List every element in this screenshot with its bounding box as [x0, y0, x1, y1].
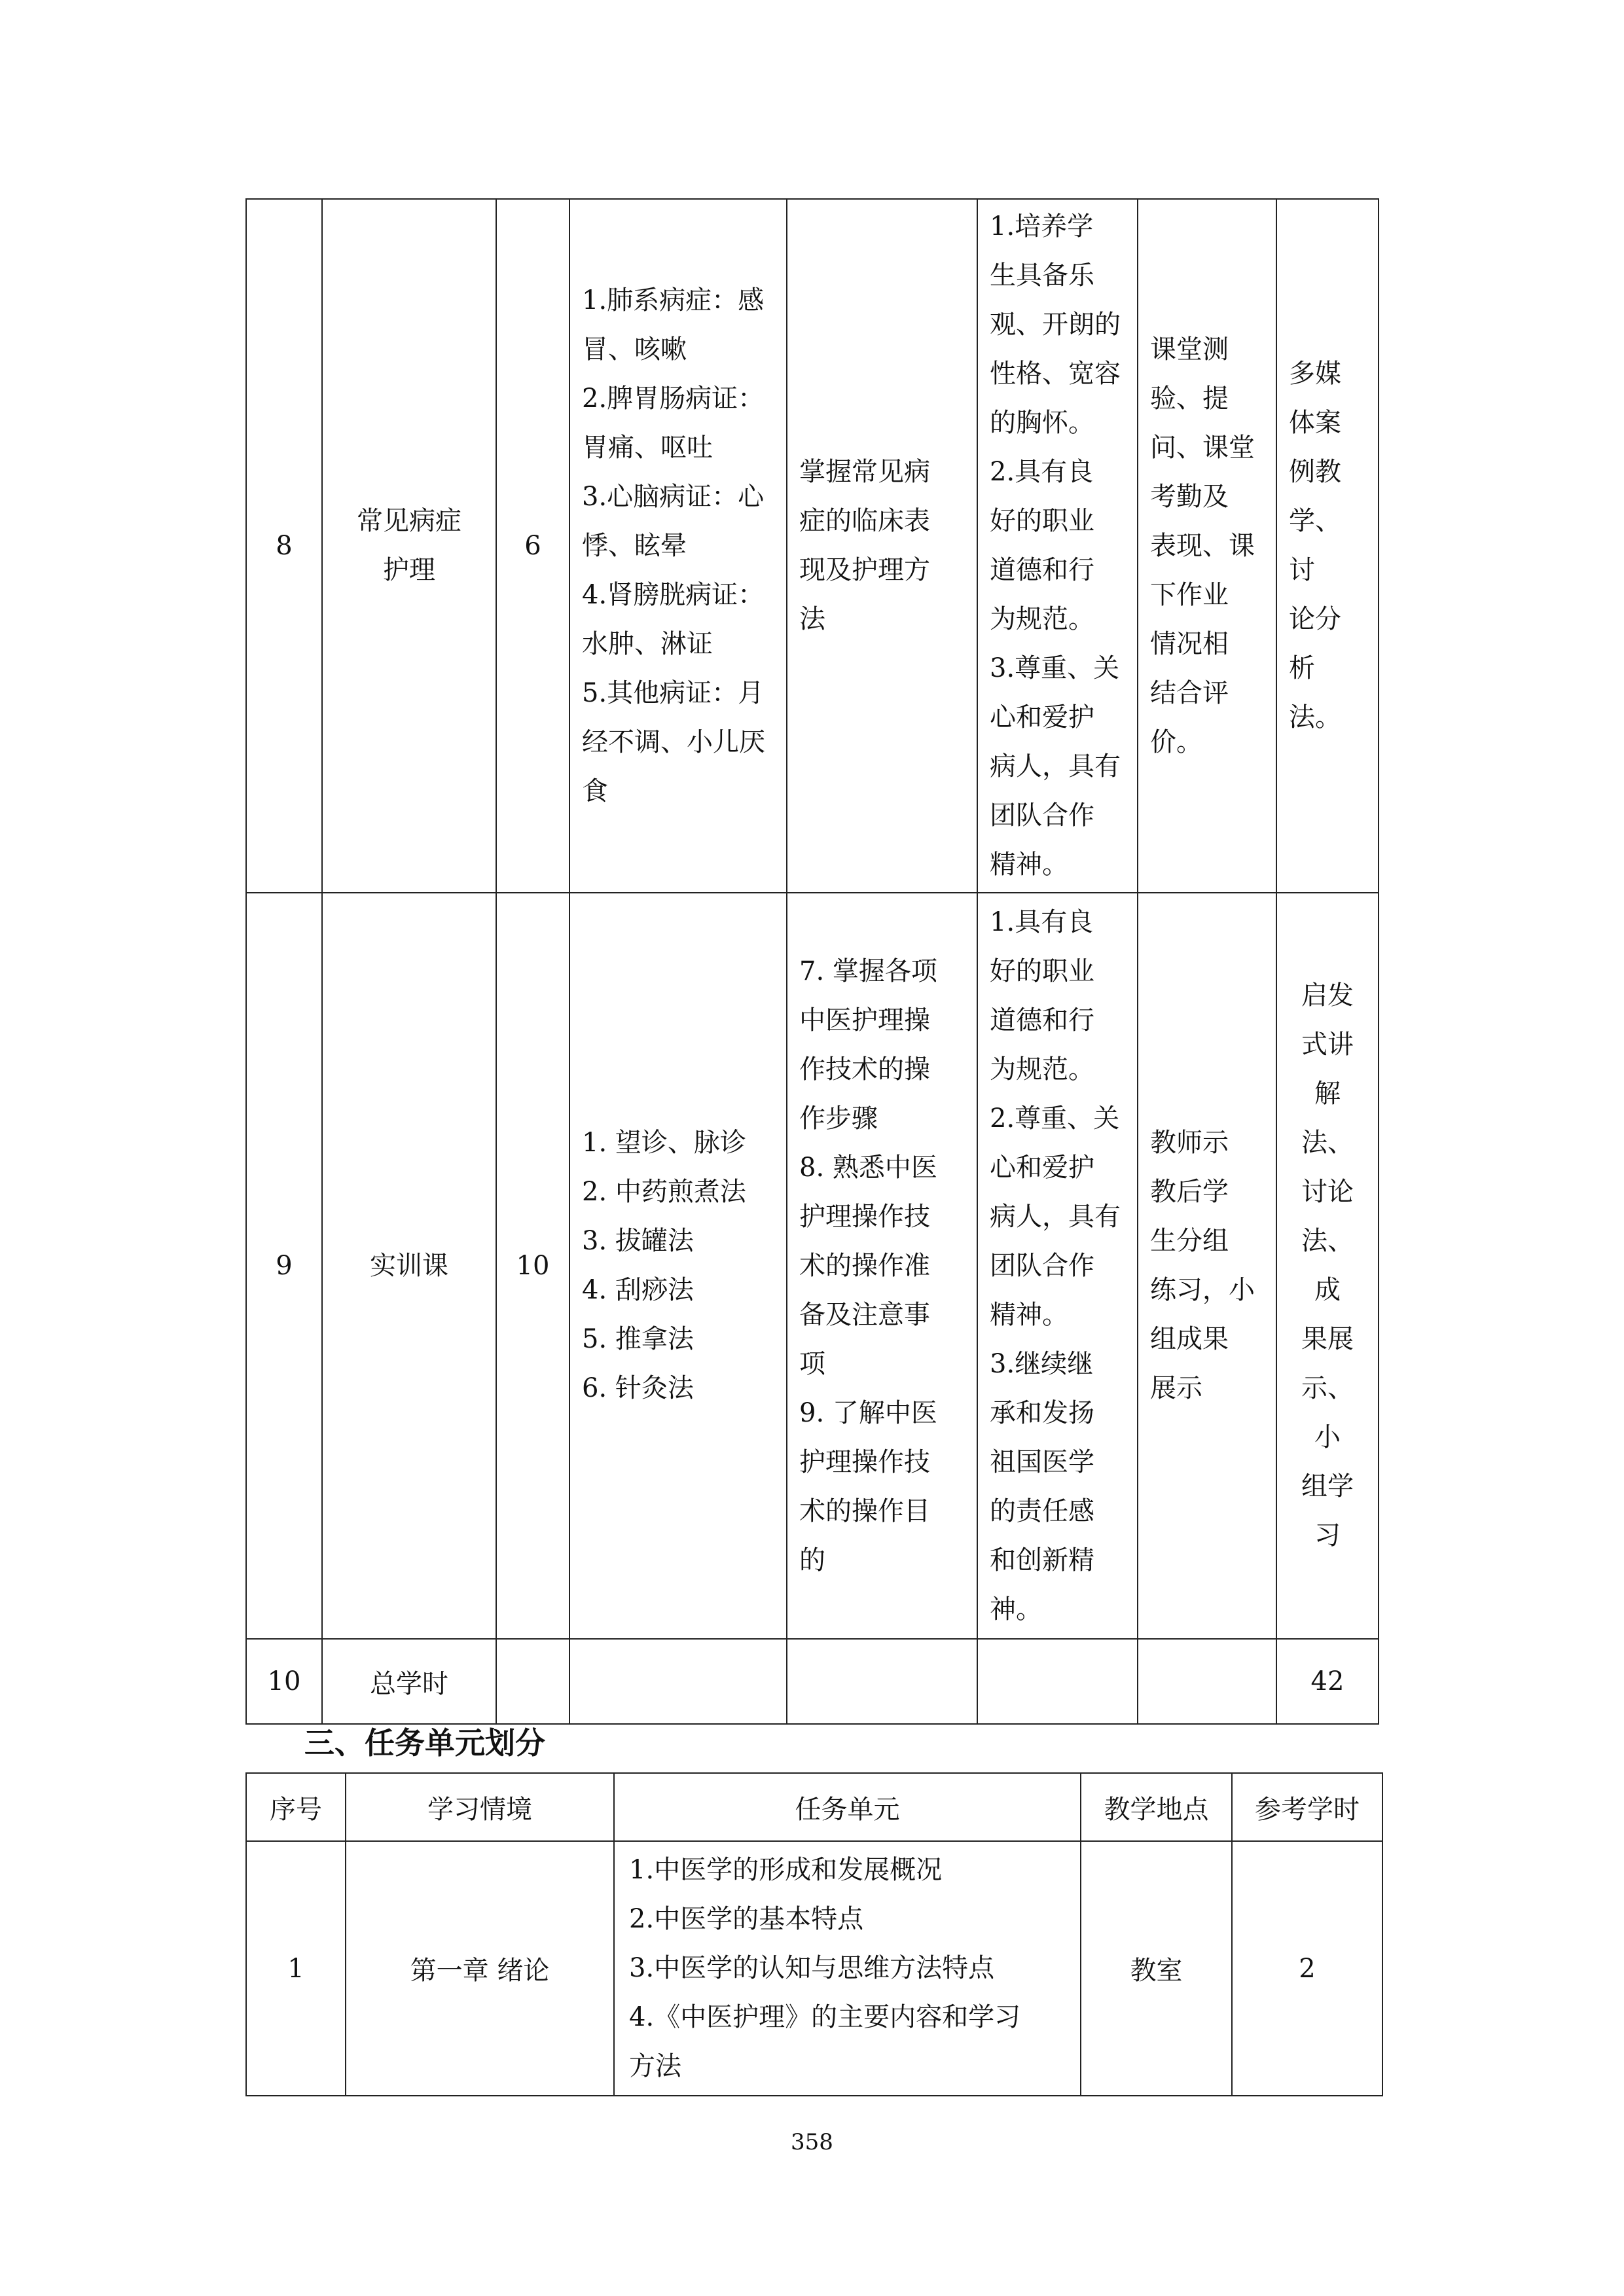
- total-label: 总学时: [322, 1639, 496, 1724]
- text-line: 病人，具有: [990, 1201, 1121, 1232]
- topic-line: 常见病症: [357, 506, 461, 536]
- text-line: 5.其他病证：月: [582, 677, 765, 708]
- text-line: 式讲: [1301, 1030, 1354, 1060]
- page-number: 358: [791, 2129, 833, 2155]
- text-line: 多媒: [1289, 359, 1341, 389]
- empty-cell: [787, 1639, 977, 1724]
- row-number: 8: [246, 199, 322, 893]
- quality-cell: [977, 893, 1138, 1639]
- text-line: 的胸怀。: [990, 408, 1094, 438]
- text-line: 团队合作: [990, 1250, 1094, 1281]
- method-cell: [1276, 893, 1379, 1639]
- header-hours: 参考学时: [1232, 1773, 1382, 1841]
- text-line: 项: [799, 1348, 825, 1379]
- text-line: 启发: [1301, 980, 1354, 1011]
- text-line: 食: [582, 776, 608, 806]
- text-line: 解法、: [1301, 1079, 1354, 1158]
- text-line: 教师示: [1150, 1128, 1229, 1158]
- text-line: 团队合作: [990, 800, 1094, 831]
- text-line: 体案: [1289, 408, 1341, 438]
- text-line: 道德和行: [990, 1005, 1094, 1035]
- text-line: 法、成: [1301, 1226, 1354, 1305]
- text-line: 示、小: [1301, 1373, 1354, 1452]
- topic-line: 实训课: [370, 1250, 448, 1281]
- text-line: 4.肾膀胱病证：: [582, 579, 765, 610]
- text-line: 3.继续继: [990, 1348, 1094, 1379]
- assessment-cell: [1138, 893, 1276, 1639]
- text-line: 2. 中药煎煮法: [582, 1177, 746, 1207]
- header-situation: 学习情境: [346, 1773, 614, 1841]
- text-line: 术的操作目: [799, 1496, 930, 1526]
- text-line: 果展: [1301, 1324, 1354, 1354]
- text-line: 作步骤: [799, 1103, 878, 1134]
- text-line: 9. 了解中医: [799, 1397, 937, 1428]
- content-cell: [569, 199, 787, 893]
- header-row: [246, 1773, 1382, 1841]
- header-no: 序号: [246, 1773, 346, 1841]
- text-line: 教后学: [1150, 1177, 1229, 1207]
- text-line: 现及护理方: [799, 555, 930, 585]
- text-line: 论分: [1289, 604, 1341, 634]
- table-row: [246, 893, 1379, 1639]
- text-line: 胃痛、呕吐: [582, 432, 713, 463]
- course-content-table: [245, 198, 1379, 1725]
- text-line: 好的职业: [990, 956, 1094, 986]
- text-line: 3.中医学的认知与思维方法特点: [629, 1953, 995, 1983]
- header-location: 教学地点: [1081, 1773, 1232, 1841]
- empty-cell: [977, 1639, 1138, 1724]
- text-line: 心和爱护: [990, 702, 1094, 732]
- quality-cell: [977, 199, 1138, 893]
- text-line: 1. 望诊、脉诊: [582, 1128, 746, 1158]
- text-line: 情况相: [1150, 628, 1229, 659]
- total-hours: 42: [1276, 1639, 1379, 1724]
- header-units: 任务单元: [614, 1773, 1081, 1841]
- row-number: 1: [246, 1841, 346, 2096]
- task-unit-table: [245, 1772, 1383, 2096]
- text-line: 1.培养学: [990, 211, 1094, 242]
- text-line: 8. 熟悉中医: [799, 1152, 937, 1183]
- topic-cell: [322, 893, 496, 1639]
- empty-cell: [496, 1639, 569, 1724]
- text-line: 课堂测: [1150, 334, 1229, 365]
- text-line: 性格、宽容: [990, 359, 1121, 389]
- text-line: 心和爱护: [990, 1152, 1094, 1183]
- text-line: 生具备乐: [990, 260, 1094, 291]
- text-line: 的责任感: [990, 1496, 1094, 1526]
- section-title: 三、任务单元划分: [304, 1725, 545, 1761]
- text-line: 症的临床表: [799, 506, 930, 536]
- text-line: 方法: [629, 2051, 681, 2081]
- text-line: 验、提: [1150, 383, 1229, 414]
- text-line: 病人，具有: [990, 751, 1121, 781]
- text-line: 经不调、小儿厌: [582, 726, 765, 757]
- text-line: 下作业: [1150, 579, 1229, 610]
- text-line: 析法。: [1289, 653, 1341, 732]
- hours-cell: 10: [496, 893, 569, 1639]
- text-line: 2.脾胃肠病证：: [582, 383, 765, 414]
- location-cell: 教室: [1081, 1841, 1232, 2096]
- text-line: 价。: [1150, 726, 1202, 757]
- topic-line: 护理: [383, 555, 435, 585]
- units-cell: [614, 1841, 1081, 2096]
- text-line: 中医护理操: [799, 1005, 930, 1035]
- table-row: [246, 1841, 1382, 2096]
- text-line: 问、课堂: [1150, 432, 1255, 463]
- text-line: 考勤及: [1150, 481, 1229, 512]
- text-line: 组学: [1301, 1471, 1354, 1501]
- empty-cell: [569, 1639, 787, 1724]
- text-line: 精神。: [990, 850, 1068, 880]
- text-line: 掌握常见病: [799, 457, 930, 487]
- text-line: 道德和行: [990, 555, 1094, 585]
- text-line: 冒、咳嗽: [582, 334, 687, 365]
- knowledge-cell: [787, 199, 977, 893]
- row-number: 10: [246, 1639, 322, 1724]
- text-line: 6. 针灸法: [582, 1373, 694, 1403]
- text-line: 的: [799, 1545, 825, 1575]
- text-line: 5. 推拿法: [582, 1324, 694, 1354]
- text-line: 好的职业: [990, 506, 1094, 536]
- text-line: 悸、眩晕: [582, 530, 687, 561]
- method-cell: [1276, 199, 1379, 893]
- topic-cell: [322, 199, 496, 893]
- text-line: 护理操作技: [799, 1446, 930, 1477]
- knowledge-cell: [787, 893, 977, 1639]
- text-line: 7. 掌握各项: [799, 956, 937, 986]
- text-line: 表现、课: [1150, 530, 1255, 561]
- text-line: 1.中医学的形成和发展概况: [629, 1855, 943, 1885]
- text-line: 3.心脑病证：心: [582, 481, 765, 512]
- table-row: [246, 199, 1379, 893]
- text-line: 为规范。: [990, 1054, 1094, 1085]
- assessment-cell: [1138, 199, 1276, 893]
- row-number: 9: [246, 893, 322, 1639]
- text-line: 1.具有良: [990, 906, 1094, 937]
- text-line: 术的操作准: [799, 1250, 930, 1281]
- text-line: 承和发扬: [990, 1397, 1094, 1428]
- text-line: 生分组: [1150, 1226, 1229, 1256]
- text-line: 展示: [1150, 1373, 1202, 1403]
- text-line: 备及注意事: [799, 1299, 930, 1330]
- text-line: 2.中医学的基本特点: [629, 1904, 864, 1934]
- text-line: 精神。: [990, 1299, 1068, 1330]
- hours-cell: 2: [1232, 1841, 1382, 2096]
- situation-cell: 第一章 绪论: [346, 1841, 614, 2096]
- text-line: 3.尊重、关: [990, 653, 1120, 683]
- text-line: 为规范。: [990, 604, 1094, 634]
- text-line: 1.肺系病症：感: [582, 285, 765, 315]
- text-line: 练习，小: [1150, 1275, 1255, 1305]
- text-line: 例教: [1289, 457, 1341, 487]
- empty-cell: [1138, 1639, 1276, 1724]
- text-line: 水肿、淋证: [582, 628, 713, 659]
- text-line: 3. 拔罐法: [582, 1226, 694, 1256]
- text-line: 法: [799, 604, 825, 634]
- text-line: 2.具有良: [990, 457, 1094, 487]
- text-line: 学、讨: [1289, 506, 1341, 585]
- total-row: [246, 1639, 1379, 1724]
- text-line: 结合评: [1150, 677, 1229, 708]
- text-line: 4. 刮痧法: [582, 1275, 694, 1305]
- text-line: 讨论: [1301, 1177, 1354, 1207]
- text-line: 和创新精: [990, 1545, 1094, 1575]
- hours-cell: 6: [496, 199, 569, 893]
- text-line: 观、开朗的: [990, 310, 1121, 340]
- text-line: 神。: [990, 1594, 1042, 1624]
- text-line: 护理操作技: [799, 1201, 930, 1232]
- text-line: 作技术的操: [799, 1054, 930, 1085]
- text-line: 组成果: [1150, 1324, 1229, 1354]
- text-line: 习: [1314, 1520, 1341, 1551]
- text-line: 2.尊重、关: [990, 1103, 1120, 1134]
- text-line: 4.《中医护理》的主要内容和学习: [629, 2002, 1021, 2032]
- text-line: 祖国医学: [990, 1446, 1094, 1477]
- content-cell: [569, 893, 787, 1639]
